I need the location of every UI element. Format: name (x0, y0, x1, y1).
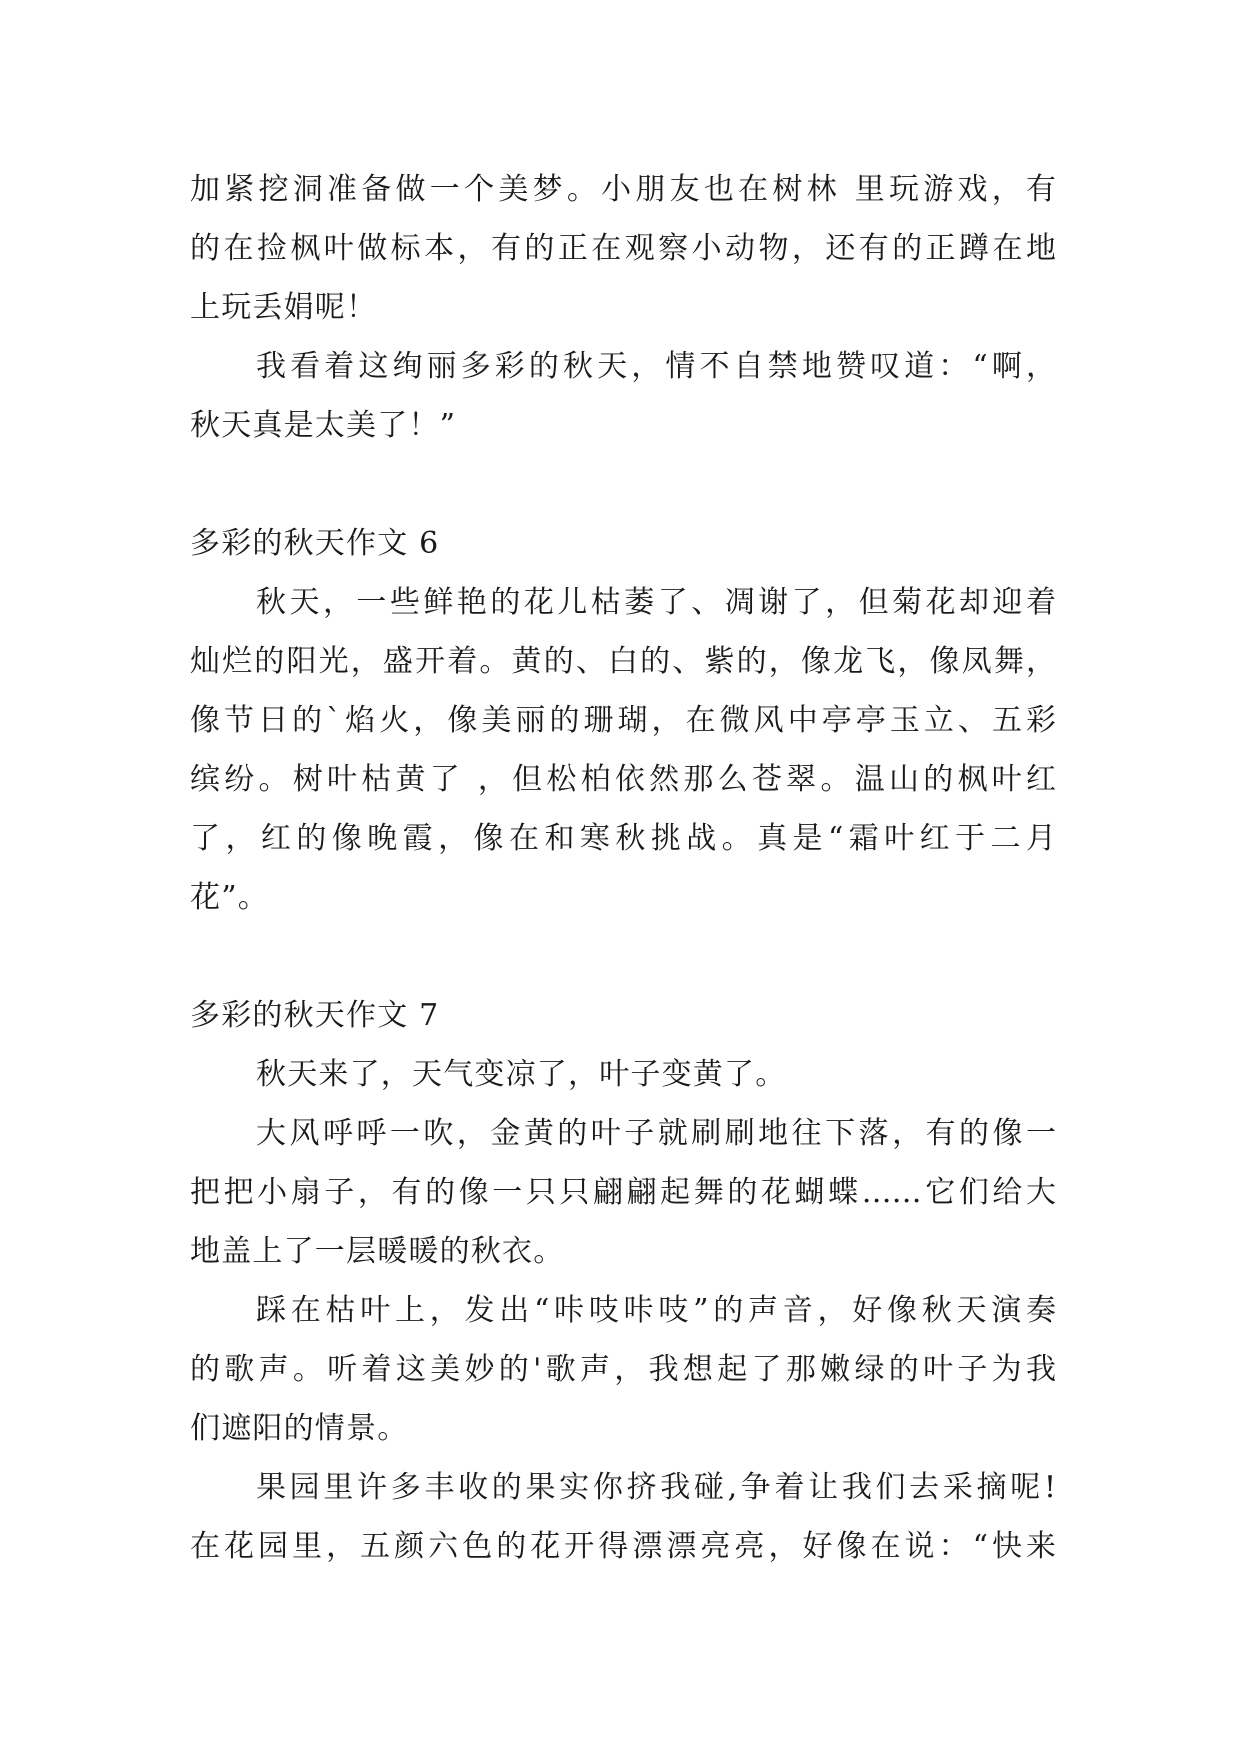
text-line: 在花园里，五颜六色的花开得漂漂亮亮，好像在说：“快来 (190, 1529, 1056, 1564)
text-line: 上玩丢娟呢！ (190, 290, 378, 325)
section-spacer (190, 455, 1056, 514)
text-line: 的歌声。听着这美妙的'歌声，我想起了那嫩绿的叶子为我 (190, 1352, 1056, 1387)
essay-7-paragraph-4 (190, 1458, 1056, 1576)
document-page (190, 160, 1056, 1576)
text-line: 花”。 (190, 880, 269, 915)
paragraph-continued (190, 160, 1056, 337)
text-line: 秋天来了，天气变凉了，叶子变黄了。 (256, 1057, 787, 1092)
text-line: 大风呼呼一吹，金黄的叶子就刷刷地往下落，有的像一 (256, 1116, 1056, 1151)
text-line: 缤纷。树叶枯黄了 ，但松柏依然那么苍翠。温山的枫叶红 (190, 762, 1056, 797)
essay-7-title: 多彩的秋天作文 7 (190, 998, 440, 1033)
essay-7-paragraph-3 (190, 1281, 1056, 1458)
text-line: 的在捡枫叶做标本，有的正在观察小动物，还有的正蹲在地 (190, 231, 1056, 266)
text-line: 我看着这绚丽多彩的秋天，情不自禁地赞叹道：“啊， (256, 349, 1056, 384)
essay-7-paragraph-2 (190, 1104, 1056, 1281)
text-line: 踩在枯叶上，发出“咔吱咔吱”的声音，好像秋天演奏 (256, 1293, 1056, 1328)
section-spacer (190, 927, 1056, 986)
paragraph-exclaim (190, 337, 1056, 455)
text-line: 地盖上了一层暖暖的秋衣。 (190, 1234, 565, 1269)
text-line: 果园里许多丰收的果实你挤我碰,争着让我们去采摘呢! (256, 1470, 1056, 1505)
essay-7-paragraph-1 (190, 1045, 1056, 1104)
text-line: 把把小扇子，有的像一只只翩翩起舞的花蝴蝶……它们给大 (190, 1175, 1056, 1210)
text-line: 灿烂的阳光，盛开着。黄的、白的、紫的，像龙飞，像凤舞， (190, 644, 1056, 679)
essay-6-title: 多彩的秋天作文 6 (190, 526, 440, 561)
text-line: 加紧挖洞准备做一个美梦。小朋友也在树林 里玩游戏，有 (190, 172, 1056, 207)
text-line: 像节日的`焰火，像美丽的珊瑚，在微风中亭亭玉立、五彩 (190, 703, 1056, 738)
text-line: 秋天真是太美了！” (190, 408, 457, 443)
text-line: 了，红的像晚霞，像在和寒秋挑战。真是“霜叶红于二月 (190, 821, 1056, 856)
text-line: 秋天，一些鲜艳的花儿枯萎了、凋谢了，但菊花却迎着 (256, 585, 1056, 620)
essay-6-paragraph (190, 573, 1056, 927)
text-line: 们遮阳的情景。 (190, 1411, 409, 1446)
